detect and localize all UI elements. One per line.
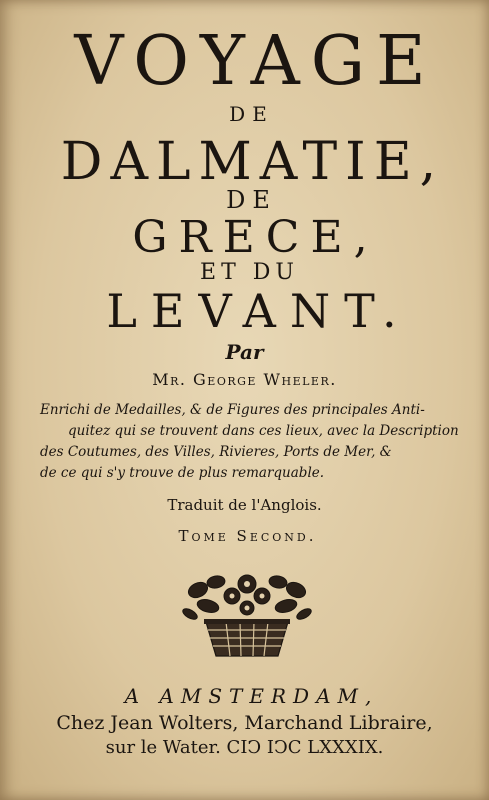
title-de-1: DE: [229, 102, 274, 126]
author-name: Mr. George Wheler.: [152, 370, 337, 389]
title-dalmatie: DALMATIE,: [60, 132, 445, 192]
title-et-du: ET DU: [200, 260, 299, 285]
by-line: Par: [225, 340, 264, 364]
description-line: des Coutumes, des Villes, Rivieres, Ports de Mer, &: [40, 444, 392, 460]
translation-note: Traduit de l'Anglois.: [167, 496, 322, 514]
title-grece: GRECE,: [132, 212, 379, 263]
description-line: Enrichi de Medailles, & de Figures des principales Anti-: [40, 402, 425, 418]
description-block: [40, 400, 459, 484]
description-line: quitez qui se trouvent dans ces lieux, avec la Description: [68, 423, 459, 439]
title-de-2: DE: [226, 186, 277, 214]
title-voyage: VOYAGE: [74, 22, 437, 101]
imprint-place: A AMSTERDAM,: [124, 684, 379, 708]
imprint-address: sur le Water. CIϽ IϽC LXXXIX.: [105, 737, 384, 758]
imprint-publisher: Chez Jean Wolters, Marchand Libraire,: [56, 712, 433, 734]
description-line: de ce qui s'y trouve de plus remarquable.: [40, 465, 325, 481]
volume-label: Tome Second.: [178, 527, 317, 545]
title-levant: LEVANT.: [106, 284, 411, 338]
flower-basket-icon: [178, 570, 316, 662]
